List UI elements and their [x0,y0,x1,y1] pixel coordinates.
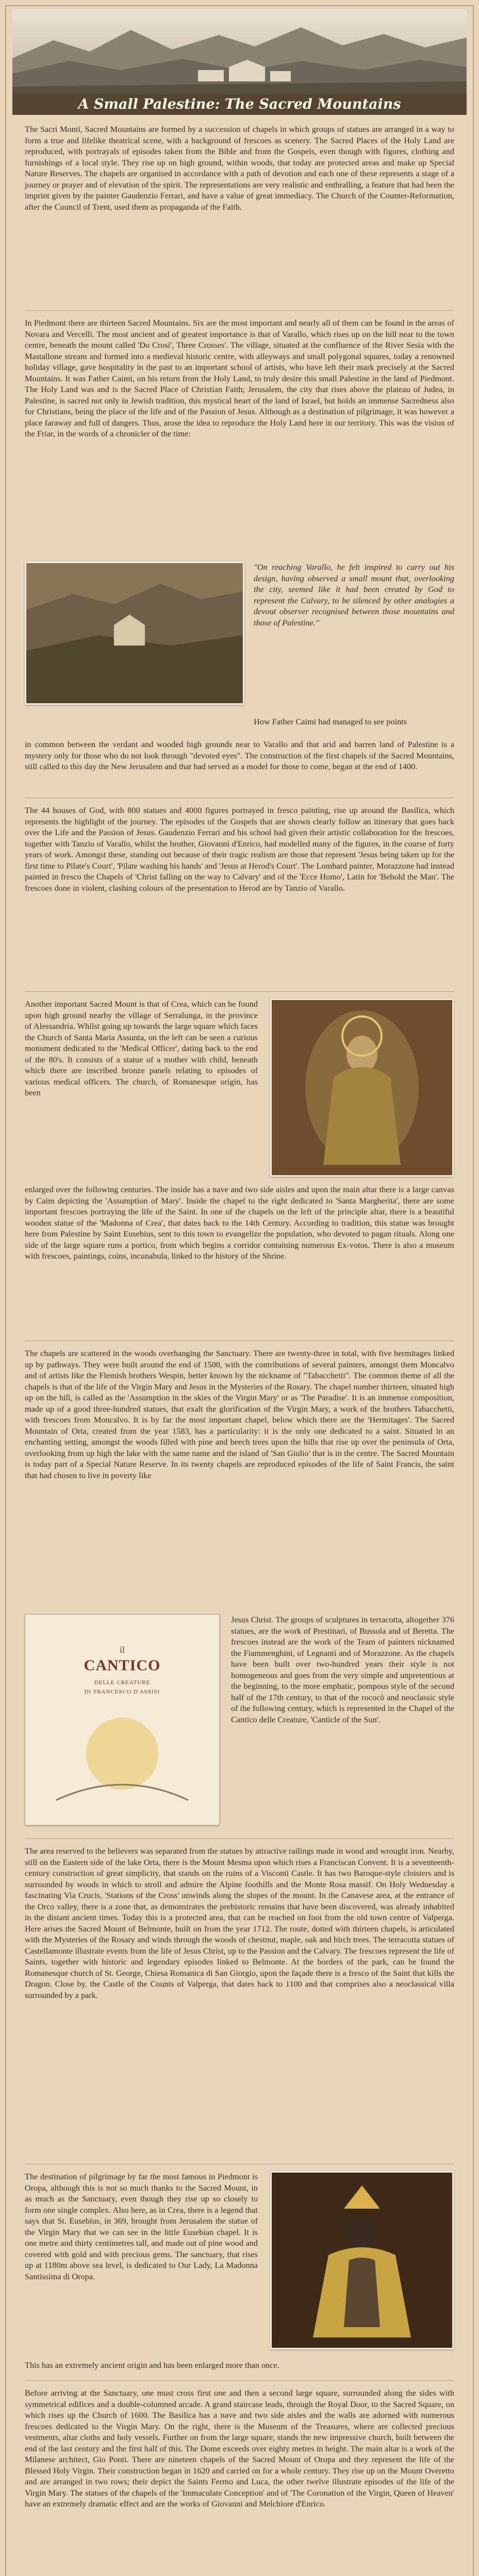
book-illustration [25,1615,219,1825]
oropa-sanctuary-paragraph: Before arriving at the Sanctuary, one must cross first one and then a second large square, surrounded along the sides with symmetrical edifices and a double-columned arcade. A grand staircase leads, through the Royal Door, to the Sacred Square, on which rises up the Church of 1600. The Basilica has a nave and two side aisles and the walls are adorned with numerous frescoes dedicated to the Virgin Mary. On the right, there is the Museum of the Treasures, where are collected precious vestments, altar cloths and holy vessels. Further on from the large square, stands the new impressive church, built between the end of the last century and the first half of this. The Dome exceeds over eighty metres in height. The main altar is a work of the Milanese architect, Gio Ponti. There are nineteen chapels of the Sacred Mount of Oropa and they represent the life of the Blessed Holy Virgin. Their construction began in 1620 and carried on for a whole century. They rise up on the Mount Overetto and are arranged in two rows; their depict the Saints Fermo and Luca, the other twelve illustrate episodes of the life of the Virgin Mary. The statues of the chapels of the 'Immaculate Conception' and of 'The Coronation of the Virgin, Queen of Heaven' have an extremely dramatic effect and are the works of Giovanni and Melchiore d'Enrico. [25,2388,454,2509]
madonna-of-crea-statue [270,998,454,1177]
page-title: A Small Palestine: The Sacred Mountains [12,94,467,115]
black-madonna-of-oropa [270,2171,454,2349]
book-title-prefix: il [119,1645,125,1655]
book-title: CANTICO [84,1657,161,1674]
crea-paragraph: Another important Sacred Mount is that of Crea, which can be found upon high ground nearby the village of Serralunga, in the province of Alessandria. Whilst going up towards the large square which faces the Church of Santa Maria Assunta, on the left can be seen a curious monument dedicated to the 'Medical Officer', dating back to the end of the 80's. It consists of a statue of a mother with child, beneath which there are inscribed bronze panels relating to episodes of various medical officers. The church, of Romanesque origin, has been [25,999,258,1097]
header-banner [12,9,467,115]
chronicler-quote: "On reaching Varallo, he felt inspired to carry out his design, having observed a small mount that, overlooking the city, seemed like it had been created by God to represent the Calvary, to be silenced by other analogies a devout observer recognised between those mountains and those of Palestine." [254,562,454,628]
crea-church-paragraph: enlarged over the following centuries. The inside has a nave and two side aisles and upon the main altar there is a large canvas by Caim depicting the 'Assumption of Mary'. Inside the chapel to the right dedicated to 'Santa Margherita', there are some important frescoes portraying the life of the Saint. In one of the chapels on the left of the principle altar, there is a beautiful wooden statue of the 'Madonna of Crea', that dates back to the 14th Century. According to tradition, this statue was brought here from Palestine by Saint Eusebius, sent to this town to evangelize the population, who devoted to pagan rituals. Along one side of the large square runs a portico, from which begins a corridor containing numerous Ex-votos. There is also a museum with frescoes, paintings, coins, incunabula, linked to the history of the Shrine. [25,1184,454,1261]
varallo-paragraph: in common between the verdant and wooded high grounds near to Varallo and that arid and barren land of Palestine is a mystery only for those who do not look through "devoted eyes". The construction of the first chapels of the Sacred Mountains, still called to this day the New Jerusalem and that had served as a model for those to come, began at the end of 1400. [25,739,454,771]
book-subtitle: DELLE CREATURE [94,1680,151,1686]
section-divider [25,1838,454,1839]
oropa-paragraph: The destination of pilgrimage by far the most famous in Piedmont is Oropa, although this is not so much thanks to the Sacred Mount, in as much as the Sanctuary, even though they rise up so closely to form one single complex. Also here, as in Crea, there is a legend that says that St. Eusebius, in 369, brought from Jerusalem the statue of the Virgin Mary that we can see in the little Eusebian chapel. It is one metre and thirty centimetres tall, and made out of pine wood and covered with gold and with precious gems. The sanctuary, that rises up at 1180m above sea level, is dedicated to Our Lady, La Madonna Santissima di Oropa. [25,2172,258,2281]
crea-chapels-paragraph: The chapels are scattered in the woods overhanging the Sanctuary. There are twenty-three in total, with five hermitages linked up by pathways. They were built around the end of 1500, with the contributions of several painters, amongst them Moncalvo and of artists like the Flemish brothers Wespin, better known by the nickname of "Tabacchetti". The common theme of all the chapels is that of the life of the Virgin Mary and Jesus in the Mysteries of the Rosary. The chapel number thirteen, situated high up on the hill, is called as the 'Assumption in the skies of the Virgin Mary' or as 'The Paradise'. It is an immense composition, made up of a good three-hundred statues, that exalt the glorification of the Virgin Mary, a work of the brothers Tabacchetti, with frescoes from Moncalvo. It is by far the most important chapel, below which there are the 'Hermitages'. The Sacred Mountain of Orta, created from the year 1583, has a particularity: it is the only one dedicated to a saint. Situated in an enchanting setting, amongst the woods filled with pine and beech trees upon the hills that rise up over the peninsula of Orta, overlooking from up high the lake with the same name and the island of 'San Giulio' that is in the centre. The Sacred Mountain is today part of a Special Nature Reserve. In its twenty chapels are reproduced episodes of the life of Saint Francis, the saint that had chosen to live in poverty like [25,1348,454,1480]
belmonte-paragraph: The area reserved to the believers was separated from the statues by attractive railings made in wood and wrought iron. Nearby, still on the Eastern side of the lake Orta, there is the Mount Mesma upon which rises a Franciscan Convent. It is a seventeenth-century construction of great simplicity, that stands on the ruins of a Visconti Castle. It has two Baroque-style cloisters and is surrounded by woods in which to stroll and admire the Alpine foothills and the Monte Rosa massif. On Holy Wednesday a fascinating Via Crucis, 'Stations of the Cross' unwinds along the slopes of the mount. In the Canavese area, at the entrance of the Orco valley, there is a zone that, as demonstrates the prehistoric remains that have been discovered, was already inhabited in the distant ancient times. Today this is a protected area, that can be reached on foot from the old town centre of Valperga. Here arises the Sacred Mount of Belmonte, built on from the year 1712. The route, dotted with thirteen chapels, is articulated with the Mysteries of the Rosary and winds through the woods of chestnut, maple, oak and birch trees. The terracotta statues of Castellamonte illustrate events from the life of Jesus Christ, up to the Passion and the Calvary. The frescoes represent the life of Saints, together with historic and legendary episodes linked to Belmonte. At the borders of the park, can be found the Romanesque church of St. George, Chiesa Romanica di San Giorgio, upon the façade there is a fresco of the Saint that kills the Dragon. Close by, the Castle of the Counts of Valperga, that dates back to 1100 and that comprises also a neoclassical villa surrounded by a park. [25,1846,454,2000]
cantico-book-cover [25,1614,220,1825]
orta-paragraph: Jesus Christ. The groups of sculptures in terracotta, altogether 376 statues, are the work of Prestinari, of Bussola and of Beretta. The frescoes instead are the work of the Team of painters nicknamed the Fiammenghini, of Legnanti and of Morazzone. As the chapels have been built over two-hundred years their style is not homogeneous and goes from the very simple and unpretentious at the beginning, to the more emphatic, pompous style of the second half of the 17th century, to that of the rococò and neoclassic style of the following century, which is represented in the Chapel of the Cantico delle Creature, 'Canticle of the Sun'. [231,1615,454,1724]
book-author: DI FRANCESCO D'ASSISI [84,1689,160,1695]
varallo-painting [25,562,244,705]
quote-continuation: How Father Caimi had managed to see points [254,717,407,726]
intro-paragraph: The Sacri Monti, Sacred Mountains are formed by a succession of chapels in which groups of statues are arranged in a way to form a true and lifelike theatrical scene, with a background of frescoes as scenery. The Sacred Places of the Holy Land are reproduced, with portrayals of episodes taken from the Bible and from the Gospels, even though with figures, clothing and furnishings of a local style. They rise up on high ground, within woods, that today are protected areas and make up Special Nature Reserves. The chapels are organised in accordance with a path of devotion and each one of these represents a stage of a journey or prayer and of elevation of the spirit. The representations are very realistic and enthralling, a feature that had been the imprint given by the painter Gaudenzio Ferrari, and have a value of great immediacy. The Church of the Counter-Reformation, after the Council of Trent, used them as propaganda of the Faith. [25,124,454,212]
section-divider [25,310,454,311]
section-divider [25,2380,454,2381]
varallo-chapels-paragraph: The 44 houses of God, with 800 statues and 4000 figures portrayed in fresco painting, rise up around the Basilica, which represents the highlight of the journey. The episodes of the Gospels that are shown clearly follow an itinerary that goes back over the Life and the Passion of Jesus. Gaudenzio Ferrari and his school had given their artistic collaboration for the frescoes, together with Tanzio of Varallo, whilst the brother, Giovanni d'Enrico, had modelled many of the figures, in the course of forty years of work. Amongst these, standing out because of their tragic realism are those that represent 'Jesus being taken up for the first time to Pilate's Court', 'Pilate washing his hands' and 'Jesus at Herod's Court'. The Lombard painter, Morazzone had instead painted in fresco the Chapels of 'Christ falling on the way to Calvary' and of the 'Ecce Homo', Latin for 'Behold the Man'. The frescoes done in violent, clashing colours of the presentation to Herod are by Tanzio of Varallo. [25,805,454,893]
section-divider [25,991,454,992]
oropa-origin-line: This has an extremely ancient origin and has been enlarged more than once. [25,2360,279,2370]
piedmont-paragraph: In Piedmont there are thirteen Sacred Mountains. Six are the most important and nearly all of them can be found in the areas of Novara and Vercelli. The most ancient and of greatest importance is that of Varallo, which rises up on the hill near to the town centre, beneath the mount called 'Do Crosi', Three Crosses'. The village, situated at the confluence of the River Sesia with the Mastallone stream and formed into a medieval historic centre, with alleyways and small polygonal squares, today a renowned holiday village, gave hospitality in the past to an important school of artists, who have left their mark precisely at the Sacred Mountains. It was Father Caimi, on his return from the Holy Land, to truly desire this small Palestine in the land of Piedmont. The Holy Land was and is the Sacred Place of Christian Faith; Jerusalem, the city that rises above the plateau of Judea, in Palestine, is sacred not only in Jewish tradition, this mystical heart of the land of Israel, but holds an immense Sacredness also for Christians, being the place of the life and of the Passion of Jesus. Although as a destination of pilgrimage, it was however a place faraway and full of dangers. Thus, arose the idea to reproduce the Holy Land here in our territory. This was the vision of the Friar, in the words of a chronicler of the time: [25,318,454,438]
